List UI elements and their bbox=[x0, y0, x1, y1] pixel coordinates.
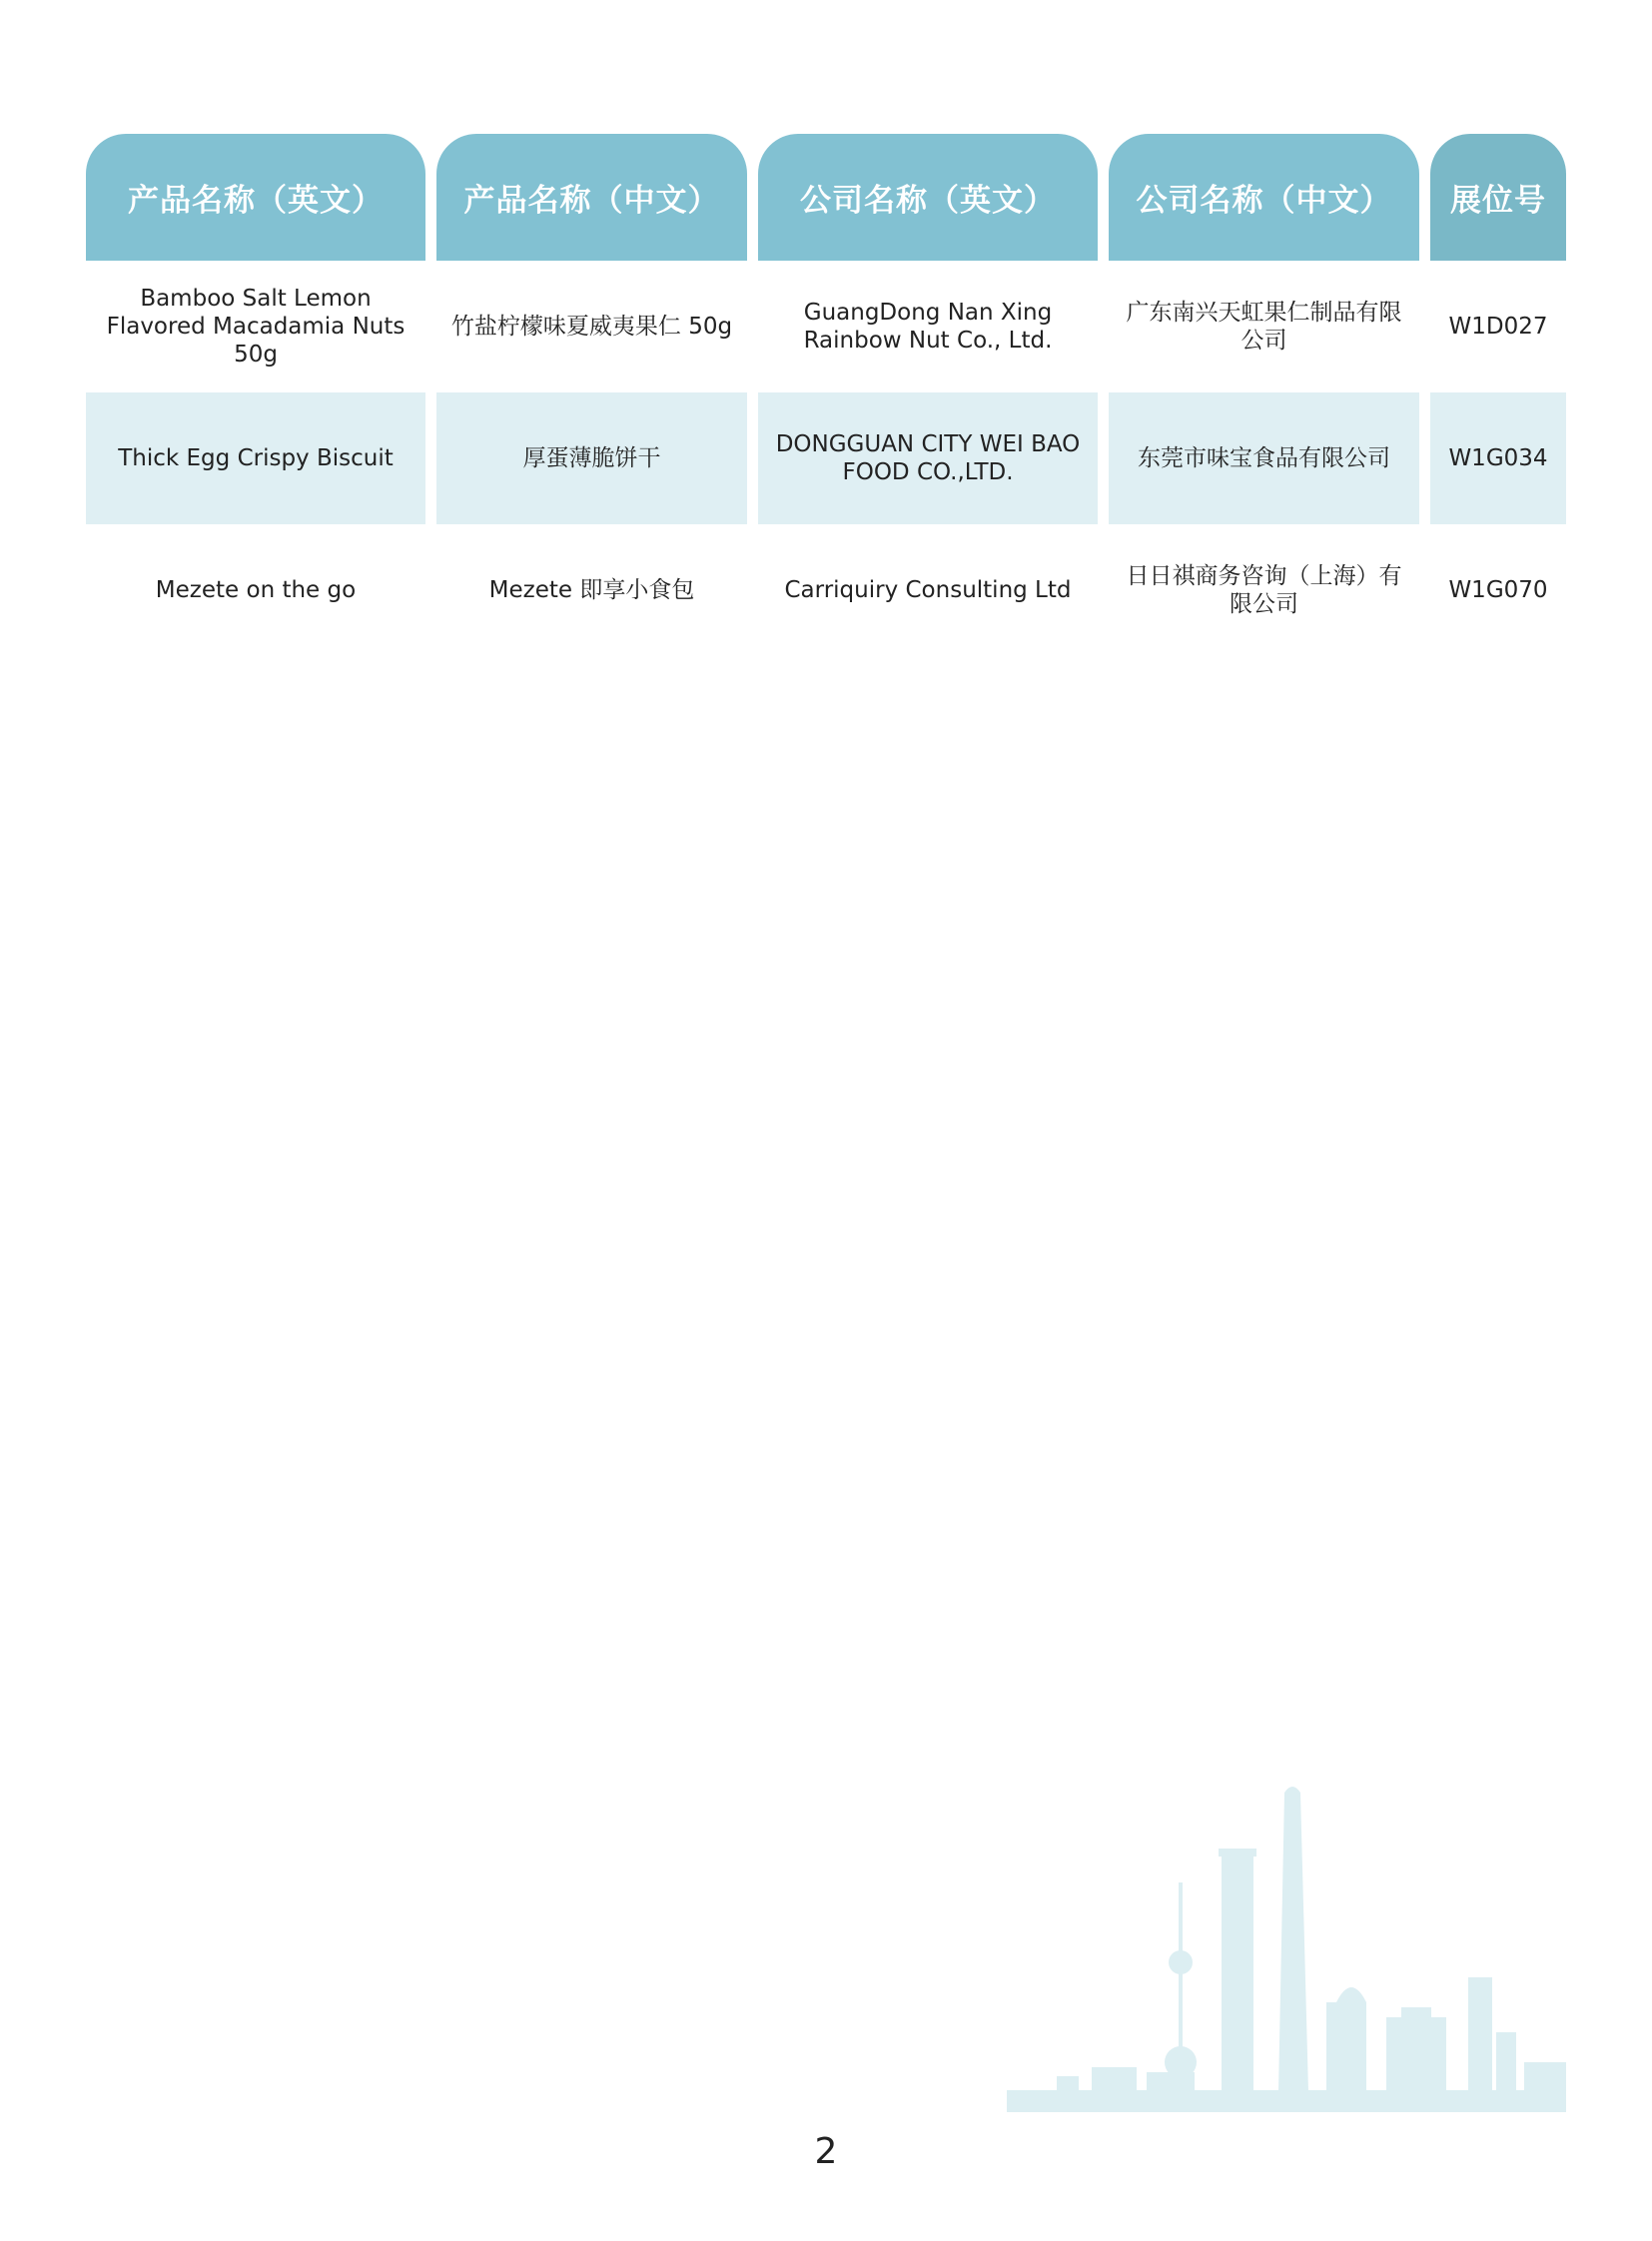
cell-company-name-en: DONGGUAN CITY WEI BAO FOOD CO.,LTD. bbox=[758, 392, 1098, 524]
header-booth-number: 展位号 bbox=[1430, 134, 1566, 261]
header-product-name-cn: 产品名称（中文） bbox=[436, 134, 747, 261]
city-skyline-illustration bbox=[1007, 1773, 1566, 2112]
cell-product-name-cn: 竹盐柠檬味夏威夷果仁 50g bbox=[450, 314, 733, 340]
cell-product-name-en: Thick Egg Crispy Biscuit bbox=[86, 392, 425, 524]
table-row bbox=[86, 524, 1566, 656]
cell-company-name-en: GuangDong Nan Xing Rainbow Nut Co., Ltd. bbox=[803, 300, 1053, 354]
cell-company-name-en: Carriquiry Consulting Ltd bbox=[784, 577, 1072, 603]
table-row bbox=[86, 392, 1566, 524]
cell-booth-number: W1D027 bbox=[1448, 314, 1548, 340]
cell-product-name-cn: Mezete 即享小食包 bbox=[488, 577, 695, 603]
cell-product-name-en: Mezete on the go bbox=[155, 577, 357, 603]
cell-product-name-cn: 厚蛋薄脆饼干 bbox=[436, 392, 747, 524]
exhibitor-table bbox=[86, 134, 1566, 656]
header-product-name-en: 产品名称（英文） bbox=[86, 134, 425, 261]
cell-booth-number: W1G070 bbox=[1448, 577, 1548, 603]
cell-company-name-cn: 日日祺商务咨询（上海）有限公司 bbox=[1126, 563, 1402, 617]
cell-booth-number: W1G034 bbox=[1430, 392, 1566, 524]
skyline-buildings bbox=[1007, 1787, 1566, 2112]
cell-company-name-cn: 东莞市味宝食品有限公司 bbox=[1109, 392, 1419, 524]
header-company-name-en: 公司名称（英文） bbox=[758, 134, 1098, 261]
page-number: 2 bbox=[814, 2131, 838, 2172]
header-company-name-cn: 公司名称（中文） bbox=[1109, 134, 1419, 261]
cell-company-name-cn: 广东南兴天虹果仁制品有限公司 bbox=[1126, 300, 1402, 354]
table-header-row bbox=[86, 134, 1566, 261]
table-row bbox=[86, 261, 1566, 392]
cell-product-name-en: Bamboo Salt Lemon Flavored Macadamia Nuts 50g bbox=[106, 286, 406, 368]
